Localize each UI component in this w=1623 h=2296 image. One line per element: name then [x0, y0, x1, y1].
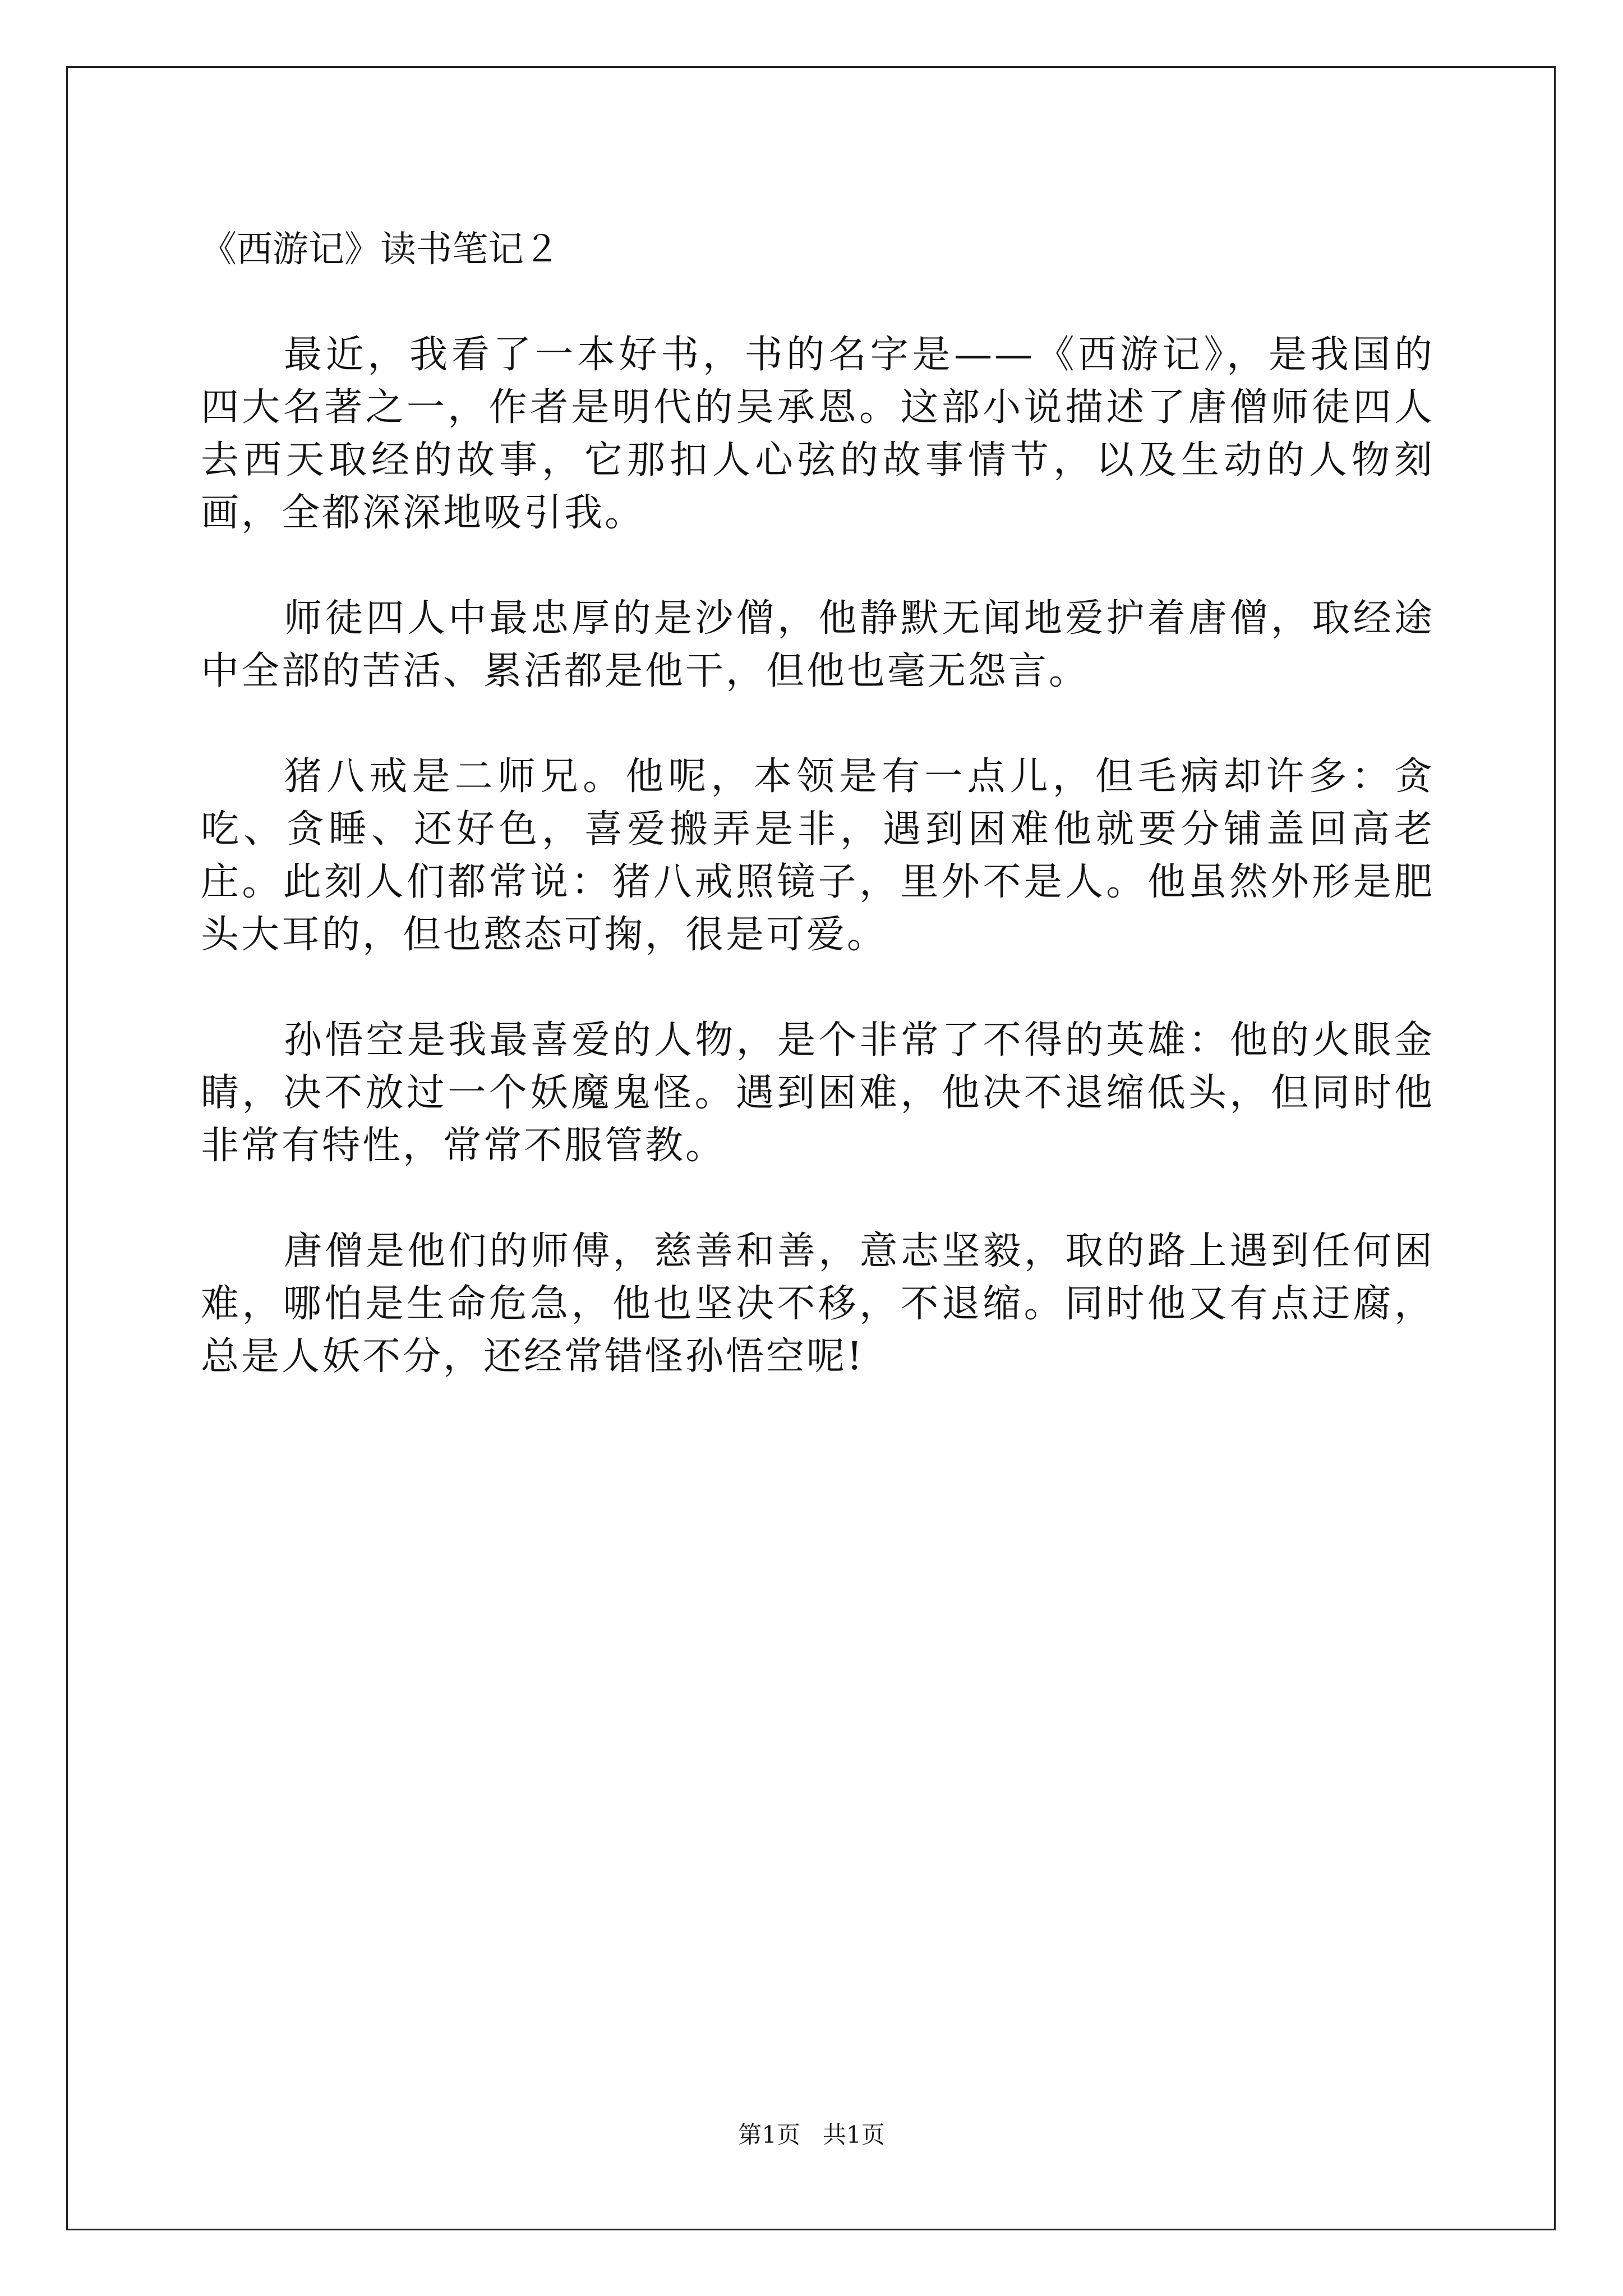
paragraph-sha-seng: 师徒四人中最忠厚的是沙僧，他静默无闻地爱护着唐僧，取经途中全部的苦活、累活都是他干，但他也毫无怨言。 [201, 596, 1435, 693]
document-body [201, 223, 1435, 1436]
page-number-footer: 第1页 共1页 [738, 2121, 885, 2148]
paragraph-intro: 最近，我看了一本好书，书的名字是——《西游记》，是我国的四大名著之一，作者是明代的吴承恩。这部小说描述了唐僧师徒四人去西天取经的故事，它那扣人心弦的故事情节，以及生动的人物刻画，全都深深地吸引我。 [201, 333, 1435, 535]
paragraph-tang-seng: 唐僧是他们的师傅，慈善和善，意志坚毅，取的路上遇到任何困难，哪怕是生命危急，他也坚决不移，不退缩。同时他又有点迂腐，总是人妖不分，还经常错怪孙悟空呢! [201, 1229, 1435, 1379]
paragraph-zhu-bajie: 猪八戒是二师兄。他呢，本领是有一点儿，但毛病却许多：贪吃、贪睡、还好色，喜爱搬弄是非，遇到困难他就要分铺盖回高老庄。此刻人们都常说：猪八戒照镜子，里外不是人。他虽然外形是肥头大耳的，但也憨态可掬，很是可爱。 [201, 754, 1435, 957]
document-title: 《西游记》读书笔记２ [201, 229, 560, 270]
paragraph-sun-wukong: 孙悟空是我最喜爱的人物，是个非常了不得的英雄：他的火眼金睛，决不放过一个妖魔鬼怪。遇到困难，他决不退缩低头，但同时他非常有特性，常常不服管教。 [201, 1018, 1435, 1168]
